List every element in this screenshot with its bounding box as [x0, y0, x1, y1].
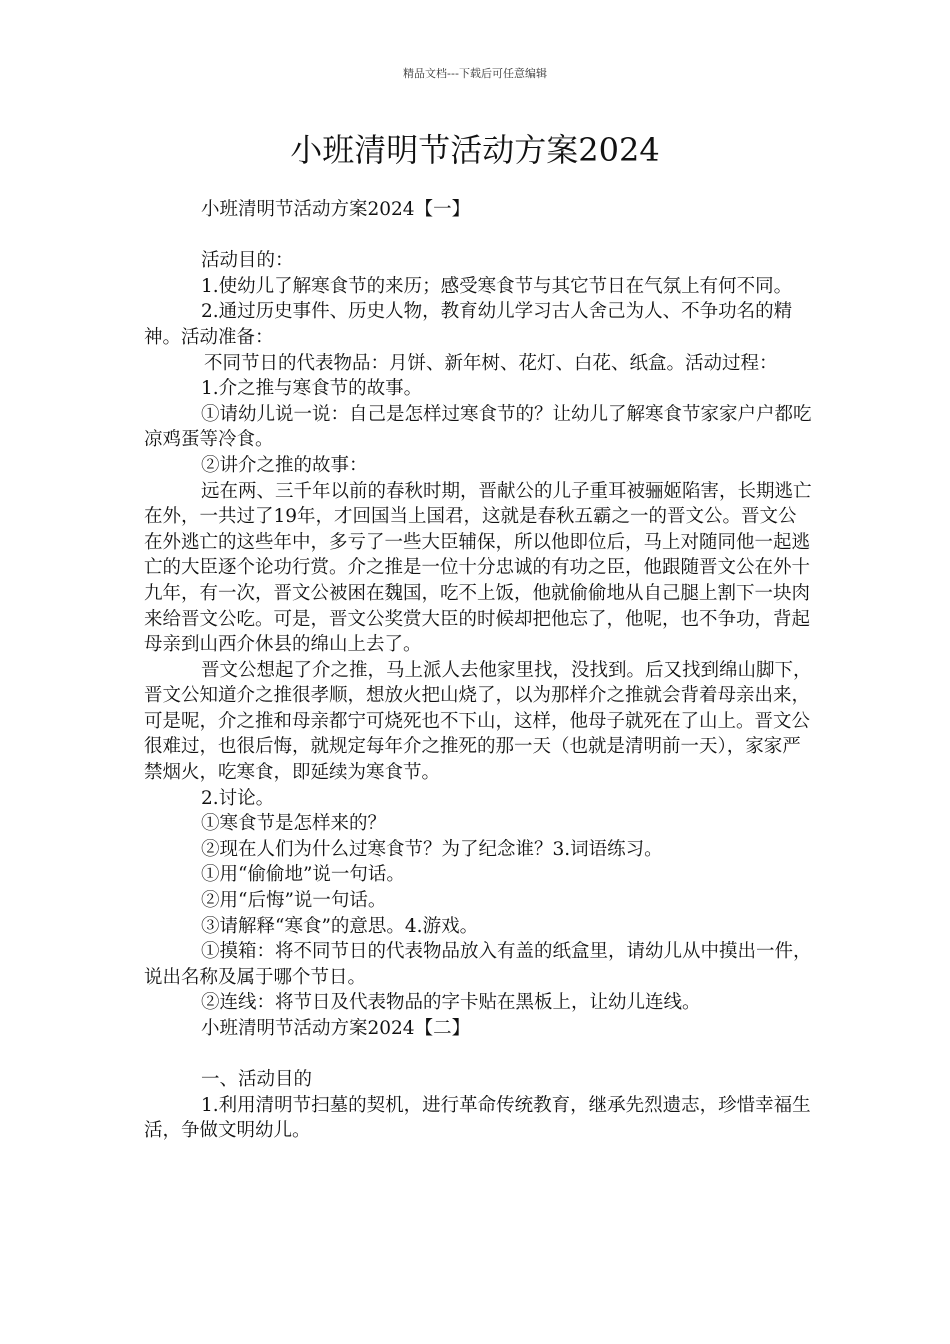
paragraph: 小班清明节活动方案2024【一】	[201, 199, 471, 220]
page-header: 精品文档---下载后可任意编辑	[403, 67, 547, 80]
paragraph: 2.通过历史事件、历史人物，教育幼儿学习古人舍己为人、不争功名的精神。活动准备：	[144, 301, 793, 348]
paragraph: ①请幼儿说一说：自己是怎样过寒食节的？让幼儿了解寒食节家家户户都吃凉鸡蛋等冷食。	[144, 403, 812, 451]
paragraph: 1.利用清明节扫墓的契机，进行革命传统教育，继承先烈遗志，珍惜幸福生活，争做文明幼儿。	[144, 1094, 811, 1142]
paragraph: 远在两、三千年以前的春秋时期，晋献公的儿子重耳被骊姬陷害，长期逃亡在外，一共过了19年，才回国当上国君，这就是春秋五霸之一的晋文公。晋文公在外逃亡的这些年中，多亏了一些大臣辅保，所以他即位后，马上对随同他一起逃亡的大臣逐个论功行赏。介之推是一位十分忠诚的有功之臣，他跟随晋文公在外十九年，有一次，晋文公被困在魏国，吃不上饭，他就偷偷地从自己腿上割下一块肉来给晋文公吃。可是，晋文公奖赏大臣的时候却把他忘了，他呢，也不争功，背起母亲到山西介休县的绵山上去了。	[144, 480, 812, 656]
paragraph-spacer	[144, 1042, 814, 1068]
paragraph: ①寒食节是怎样来的？	[201, 813, 387, 835]
paragraph: 1.使幼儿了解寒食节的来历；感受寒食节与其它节日在气氛上有何不同。	[201, 275, 793, 297]
paragraph: 活动目的：	[201, 250, 294, 272]
paragraph: ②连线：将节日及代表物品的字卡贴在黑板上，让幼儿连线。	[201, 992, 701, 1014]
paragraph: ②讲介之推的故事：	[201, 454, 368, 476]
paragraph: ①摸箱：将不同节日的代表物品放入有盖的纸盒里，请幼儿从中摸出一件，说出名称及属于哪个节日。	[144, 941, 812, 988]
paragraph: 一、活动目的	[201, 1069, 313, 1091]
paragraph: ②现在人们为什么过寒食节？为了纪念谁？3.词语练习。	[201, 838, 663, 860]
document-body	[144, 197, 814, 1144]
paragraph: 不同节日的代表物品：月饼、新年树、花灯、白花、纸盒。活动过程：	[204, 352, 778, 374]
paragraph: ③请解释“寒食”的意思。4.游戏。	[201, 915, 479, 937]
paragraph: 2.讨论。	[201, 787, 275, 809]
paragraph: 晋文公想起了介之推，马上派人去他家里找，没找到。后又找到绵山脚下，晋文公知道介之推很孝顺，想放火把山烧了，以为那样介之推就会背着母亲出来，可是呢，介之推和母亲都宁可烧死也不下山，这样，他母子就死在了山上。晋文公很难过，也很后悔，就规定每年介之推死的那一天（也就是清明前一天），家家严禁烟火，吃寒食，即延续为寒食节。	[144, 659, 812, 784]
paragraph: ①用“偷偷地”说一句话。	[201, 864, 405, 886]
paragraph-spacer	[144, 223, 814, 249]
paragraph: ②用“后悔”说一句话。	[201, 890, 387, 912]
paragraph: 1.介之推与寒食节的故事。	[201, 378, 423, 400]
document-title: 小班清明节活动方案2024	[290, 131, 660, 169]
paragraph: 小班清明节活动方案2024【二】	[201, 1018, 471, 1039]
